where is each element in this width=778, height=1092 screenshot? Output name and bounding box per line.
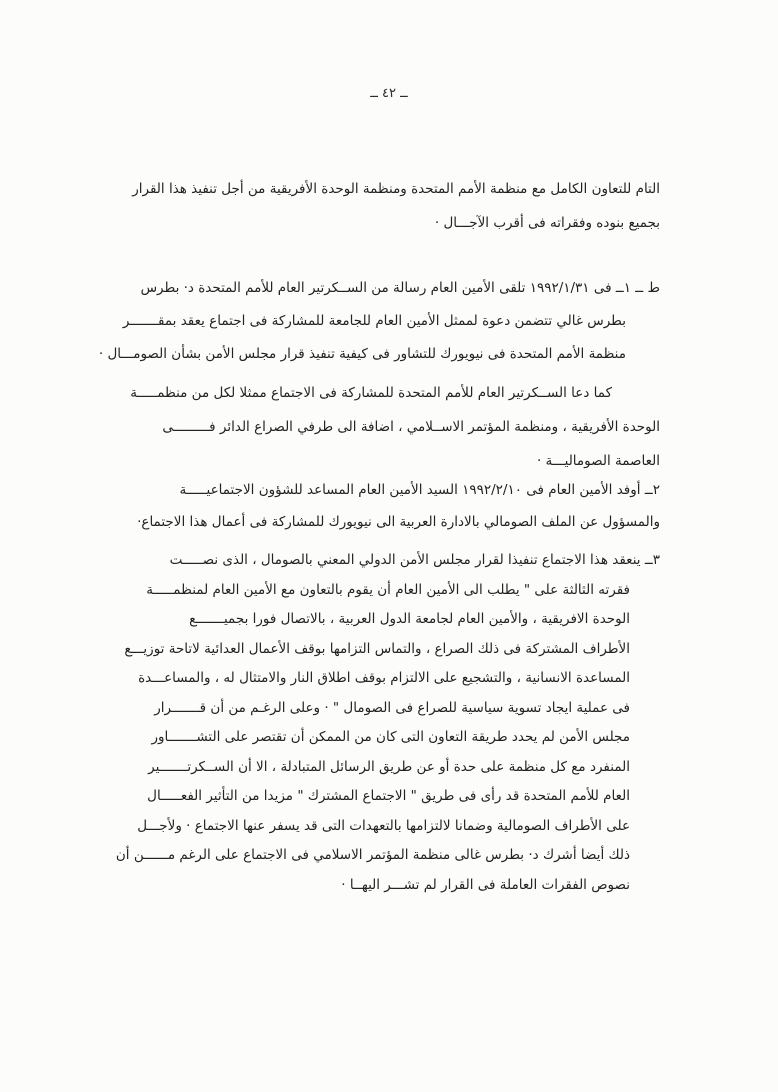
text-line: فقرته الثالثة على " يطلب الى الأمين العام أن يقوم بالتعاون مع الأمين العام لمنظمـــــة: [146, 581, 630, 598]
text-line: ٣ــ ينعقد هذا الاجتماع تنفيذا لقرار مجلس الأمن الدولي المعني بالصومال ، الذى نصـــــت: [169, 552, 660, 568]
list-item-ta-1: [98, 272, 660, 371]
text-line: كما دعا الســكرتير العام للأمم المتحدة للمشاركة فى الاجتماع ممثلا لكل من منظمـــــة: [130, 385, 612, 401]
text-line: المساعدة الانسانية ، والتشجيع على الالتزام بوقف اطلاق النار والامتثال له ، والمساعـــدة: [138, 670, 630, 686]
text-line: فى عملية ايجاد تسوية سياسية للصراع فى الصومال " · وعلى الرغـم من أن قـــــــرار: [154, 699, 630, 716]
list-item-2: [137, 474, 660, 538]
text-line: العام للأمم المتحدة قد رأى فى طريق " الاجتماع المشترك " مزيدا من التأثير الفعـــــال: [147, 788, 630, 804]
text-line: مجلس الأمن لم يحدد طريقة التعاون التى كان من الممكن أن تقتصر على التشـــــــاور: [151, 729, 630, 745]
text-line: والمسؤول عن الملف الصومالي بالادارة العربية الى نيويورك للمشاركة فى أعمال هذا الاجتماع·: [137, 514, 660, 530]
list-item-3: [115, 546, 660, 900]
text-line: نصوص الفقرات العاملة فى القرار لم تشـــر اليهــا ·: [341, 876, 630, 893]
text-line: الأطراف المشتركة فى ذلك الصراع ، والتماس التزامها بوقف الأعمال العدائية لاتاحة توزيـــع: [124, 640, 630, 657]
text-line: بجميع بنوده وفقراته فى أقرب الآجـــال ·: [434, 215, 660, 231]
paragraph-continuation: [132, 172, 660, 240]
text-line: ٢ــ أوفد الأمين العام فى ١٩٩٢/٢/١٠ السيد الأمين العام المساعد للشؤون الاجتماعيـــــة: [179, 482, 660, 498]
page-number: ــ ٤٢ ــ: [370, 86, 408, 101]
paragraph-kama-daa: [130, 376, 660, 478]
text-line: ط ــ ١ــ فى ١٩٩٢/١/٣١ تلقى الأمين العام رسالة من الســكرتير العام للأمم المتحدة د· بطرس: [140, 280, 660, 296]
text-line: بطرس غالي تتضمن دعوة لممثل الأمين العام للجامعة للمشاركة فى اجتماع يعقد بمقـــــــر: [122, 313, 626, 329]
text-line: المنفرد مع كل منظمة على حدة أو عن طريق الرسائل المتبادلة ، الا أن الســكرتـــــــير: [148, 758, 630, 775]
text-line: الوحدة الافريقية ، والأمين العام لجامعة الدول العربية ، بالاتصال فورا بجميـــــــع: [189, 611, 630, 627]
text-line: ذلك أيضا أشرك د· بطرس غالى منظمة المؤتمر الاسلامي فى الاجتماع على الرغم مــــــن أن: [115, 847, 630, 863]
text-line: العاصمة الصوماليـــة ·: [536, 453, 660, 469]
text-line: التام للتعاون الكامل مع منظمة الأمم المتحدة ومنظمة الوحدة الأفريقية من أجل تنفيذ هذا القرار: [132, 181, 660, 197]
text-line: على الأطراف الصومالية وضمانا لالتزامها بالتعهدات التى قد يسفر عنها الاجتماع · ولأجـــل: [137, 817, 630, 834]
text-line: الوحدة الأفريقية ، ومنظمة المؤتمر الاســلامي ، اضافة الى طرفي الصراع الدائر فـــــــــى: [162, 419, 660, 435]
text-line: منظمة الأمم المتحدة فى نيويورك للتشاور فى كيفية تنفيذ قرار مجلس الأمن بشأن الصومـــال ·: [98, 346, 626, 362]
